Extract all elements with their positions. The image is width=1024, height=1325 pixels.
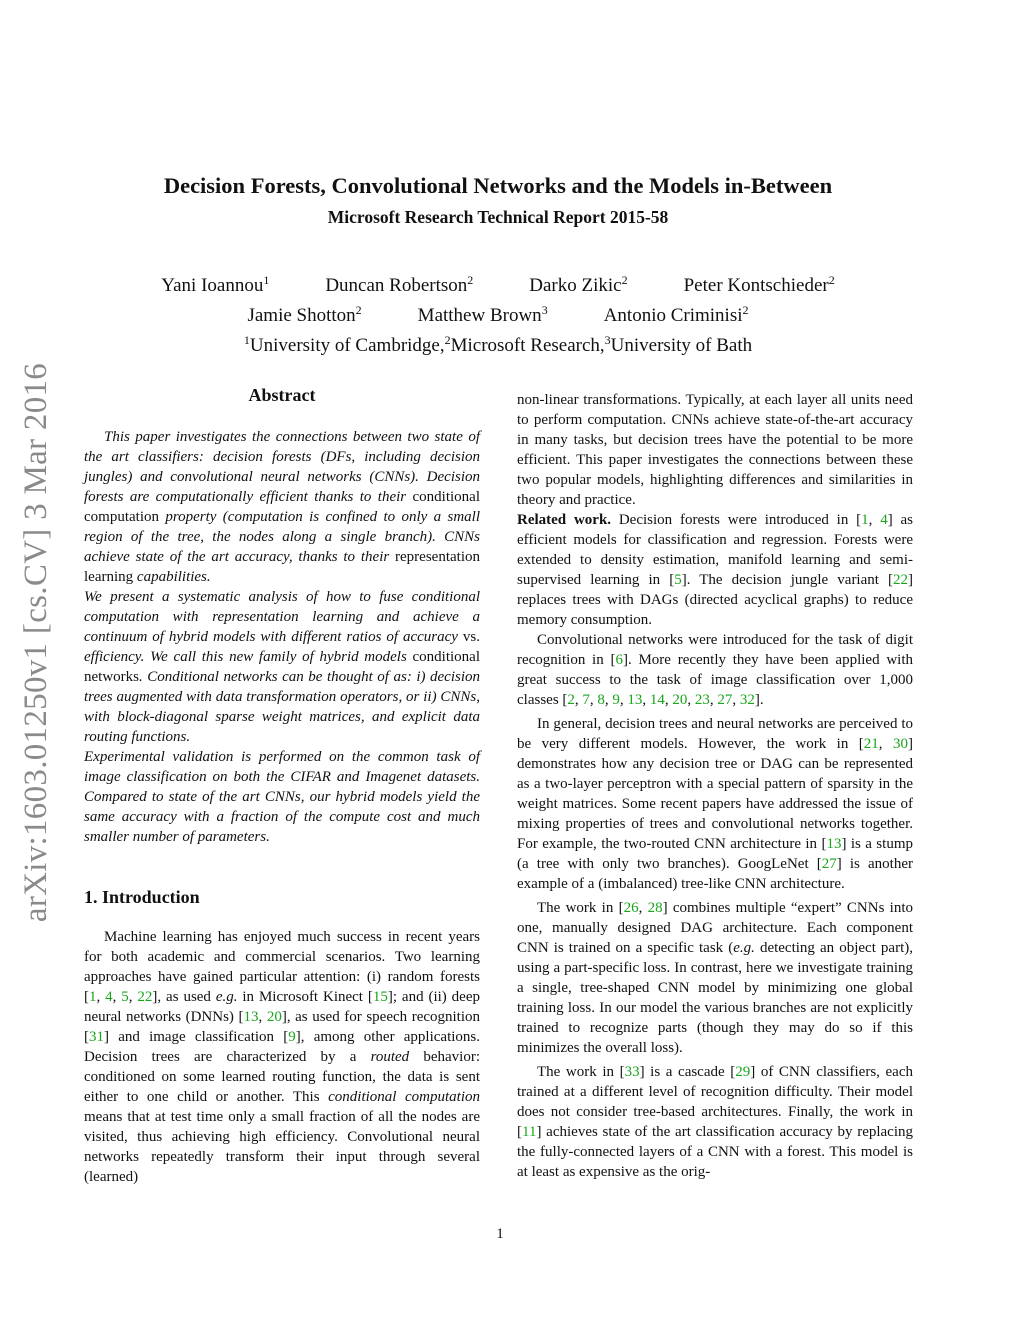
affiliation: $^2$Microsoft Research, [444,333,605,356]
citation-link[interactable]: 22 [137,989,153,1005]
text-run: ] achieves state of the art classification accuracy by replacing the fully-connected layers of a CNN with a forest. This model is at least as expensive as the orig- [517,1124,913,1180]
text-run: ] of CNN classifiers, each trained at a different level of recognition difficulty. Their model does not consider tree-based architectures. Finally, the work in [ [517,1064,913,1140]
body-paragraph [517,714,913,894]
citation-link[interactable]: 21 [863,736,879,752]
author-name: Yani Ioannou$^1$ [161,273,270,296]
citation-link[interactable]: 9 [288,1029,296,1045]
citation-link[interactable]: 11 [522,1124,537,1140]
text-run: ]; and (ii) deep neural networks (DNNs) [ [84,989,480,1025]
citation-link[interactable]: 29 [735,1064,751,1080]
citation-link[interactable]: 13 [627,692,643,708]
affiliation: $^1$University of Cambridge, [243,333,445,356]
text-run: ]. [754,692,764,708]
citation-link[interactable]: 20 [672,692,688,708]
text-run: In general, decision trees and neural networks are perceived to be very different models. However, the work in [ [517,716,913,752]
text-run: , [709,692,718,708]
text-run: , [112,989,122,1005]
citation-link[interactable]: 26 [623,900,639,916]
body-paragraph [517,1062,913,1182]
affiliation: $^3$University of Bath [604,333,753,356]
text-run: , [96,989,106,1005]
text-run: ] and image classification [ [104,1029,289,1045]
text-run: , [258,1009,267,1025]
citation-link[interactable]: 13 [826,836,842,852]
emphasis-text: conditional computation [328,1089,480,1105]
body-paragraph [517,898,913,1058]
text-run: capabilities. [133,569,211,585]
citation-link[interactable]: 13 [243,1009,259,1025]
text-run: , [128,989,138,1005]
paper-subtitle: Microsoft Research Technical Report 2015-58 [327,207,669,227]
text-run: We present a systematic analysis of how to fuse conditional computation with representation learning and achieve a continuum of hybrid models with different ratios of accuracy [84,589,480,645]
text-run: ]. More recently they have been applied with great success to the task of image classification over 1,000 classes [ [517,652,913,708]
text-run: ] is another example of a (imbalanced) tree-like CNN architecture. [517,856,913,892]
text-run: ], among other applications. Decision trees are characterized by a [84,1029,481,1065]
text-run: ], as used for speech recognition [ [84,1009,481,1045]
body-paragraph [517,630,913,710]
citation-link[interactable]: 7 [582,692,590,708]
emphasis-text: routed [370,1049,410,1065]
emphasis-text: e.g. [733,940,755,956]
citation-link[interactable]: 8 [597,692,605,708]
citation-link[interactable]: 2 [567,692,575,708]
body-paragraph [84,927,480,1187]
citation-link[interactable]: 9 [612,692,620,708]
text-run: ]. The decision jungle variant [ [681,572,893,588]
text-run: ] as efficient models for classification and regression. Forests were extended to density estimation, manifold learning and semi-supervised learning in [ [517,512,913,588]
citation-link[interactable]: 15 [372,989,388,1005]
text-run: , [878,736,893,752]
text-run: in Microsoft Kinect [ [237,989,373,1005]
abstract-paragraph: Experimental validation is performed on the common task of image classification on both the CIFAR and Imagenet datasets. Compared to state of the art CNNs, our hybrid models yield the same accuracy with a fraction of the compute cost and much smaller number of parameters. [84,749,480,845]
text-run: . Conditional networks can be thought of as: i) decision trees augmented with data transformation operators, or ii) CNNs, with block-diagonal sparse weight matrices, and explicit data routing functions. [84,669,480,745]
author-name: Peter Kontschieder$^2$ [683,273,835,296]
text-run: The work in [ [537,1064,625,1080]
text-run: means that at test time only a small fraction of all the nodes are visited, thus achieving high efficiency. Convolutional neural networks repeatedly transform their input through several (learned) [84,1109,480,1185]
body-paragraph [517,510,913,630]
text-run: This paper investigates the connections between two state of the art classifiers: decision forests (DFs, including decision jungles) and convolutional neural networks (CNNs). Decision forests are computationally efficient thanks to their [84,429,480,505]
text-run: efficiency. We call this new family of hybrid models [84,649,413,665]
text-run: ] combines multiple “expert” CNNs into one, manually designed DAG architecture. Each component CNN is trained on a specific task ( [517,900,914,956]
citation-link[interactable]: 33 [624,1064,640,1080]
text-run: property (computation is confined to only a small region of the tree, the nodes along a single branch). CNNs achieve state of the art accuracy, thanks to their [84,509,480,565]
citation-link[interactable]: 6 [615,652,623,668]
emphasis-text: e.g. [215,989,238,1005]
citation-link[interactable]: 23 [694,692,710,708]
paper-title: Decision Forests, Convolutional Networks and the Models in-Between [163,173,833,198]
text-run: The work in [ [537,900,624,916]
author-name: Darko Zikic$^2$ [529,273,628,296]
citation-link[interactable]: 28 [647,900,663,916]
text-run: , [619,692,628,708]
text-run: behavior: conditioned on some learned routing function, the data is sent either to one child or another. This [84,1049,480,1105]
upright-text: vs. [462,629,480,645]
text-run: , [589,692,598,708]
upright-text: representation learning [84,549,480,585]
text-run: ] demonstrates how any decision tree or DAG can be represented as a two-layer perceptron with a special pattern of sparsity in the weight matrices. Some recent papers have addressed the issue of mixing properties of trees and convolutional networks together. For example, the two-routed CNN architecture in [ [517,736,913,852]
citation-link[interactable]: 14 [649,692,665,708]
text-run: detecting an object part), using a part-specific loss. In contrast, here we investigate training a single, tree-shaped CNN model by minimizing one global training loss. In our model the various branches are not explicitly trained to recognize parts (though they may do so if this minimizes the overall loss). [517,940,913,1056]
paragraph-label: Related work. [517,512,612,528]
abstract-heading: Abstract [248,385,316,405]
citation-link[interactable]: 31 [89,1029,104,1045]
citation-link[interactable]: 1 [861,512,869,528]
abstract-paragraph [84,587,480,747]
text-run: ], as used [152,989,216,1005]
author-name: Duncan Robertson$^2$ [325,273,474,296]
citation-link[interactable]: 30 [893,736,908,752]
text-run: , [638,900,648,916]
citation-link[interactable]: 20 [266,1009,282,1025]
text-run: Machine learning has enjoyed much success in recent years for both academic and commercial scenarios. Two learning approaches have gained particular attention: (i) random forests [ [84,929,480,1005]
arxiv-stamp: arXiv:1603.01250v1 [cs.CV] 3 Mar 2016 [18,362,55,923]
upright-text: conditional computation [84,489,480,525]
citation-link[interactable]: 5 [674,572,682,588]
citation-link[interactable]: 4 [105,989,113,1005]
text-run: Decision forests were introduced in [ [611,512,862,528]
author-name: Antonio Criminisi$^2$ [603,303,749,326]
author-block [80,268,916,358]
citation-link[interactable]: 5 [121,989,129,1005]
section-heading: 1. Introduction [84,887,200,907]
text-run: , [642,692,650,708]
text-run: ] replaces trees with DAGs (directed acyclical graphs) to reduce memory consumption. [517,572,913,628]
text-run: , [687,692,695,708]
upright-text: conditional networks [84,649,480,685]
text-run: ] is a stump (a tree with only two branches). GoogLeNet [ [517,836,913,872]
text-run: , [732,692,740,708]
text-run: Convolutional networks were introduced for the task of digit recognition in [ [517,632,913,668]
text-run: , [868,512,881,528]
affiliations [80,328,916,358]
right-column [517,390,913,1182]
page-number: 1 [496,1226,504,1242]
left-column [84,385,480,1187]
text-run: , [604,692,613,708]
text-run: ] is a cascade [ [639,1064,736,1080]
text-run: , [664,692,673,708]
citation-link[interactable]: 27 [821,856,837,872]
abstract-paragraph [84,427,480,587]
citation-link[interactable]: 4 [880,512,888,528]
citation-link[interactable]: 32 [739,692,755,708]
citation-link[interactable]: 22 [893,572,908,588]
citation-link[interactable]: 27 [717,692,733,708]
author-row-2 [80,298,916,328]
author-name: Jamie Shotton$^2$ [247,303,362,326]
author-name: Matthew Brown$^3$ [417,303,548,326]
author-row-1 [80,268,916,298]
text-run: , [574,692,583,708]
abstract-body [84,427,480,847]
citation-link[interactable]: 1 [89,989,97,1005]
body-paragraph: non-linear transformations. Typically, at each layer all units need to perform computation. CNNs achieve state-of-the-art accuracy in many tasks, but decision trees have the potential to be more efficient. This paper investigates the connections between these two popular models, highlighting differences and similarities in theory and practice. [517,392,913,508]
